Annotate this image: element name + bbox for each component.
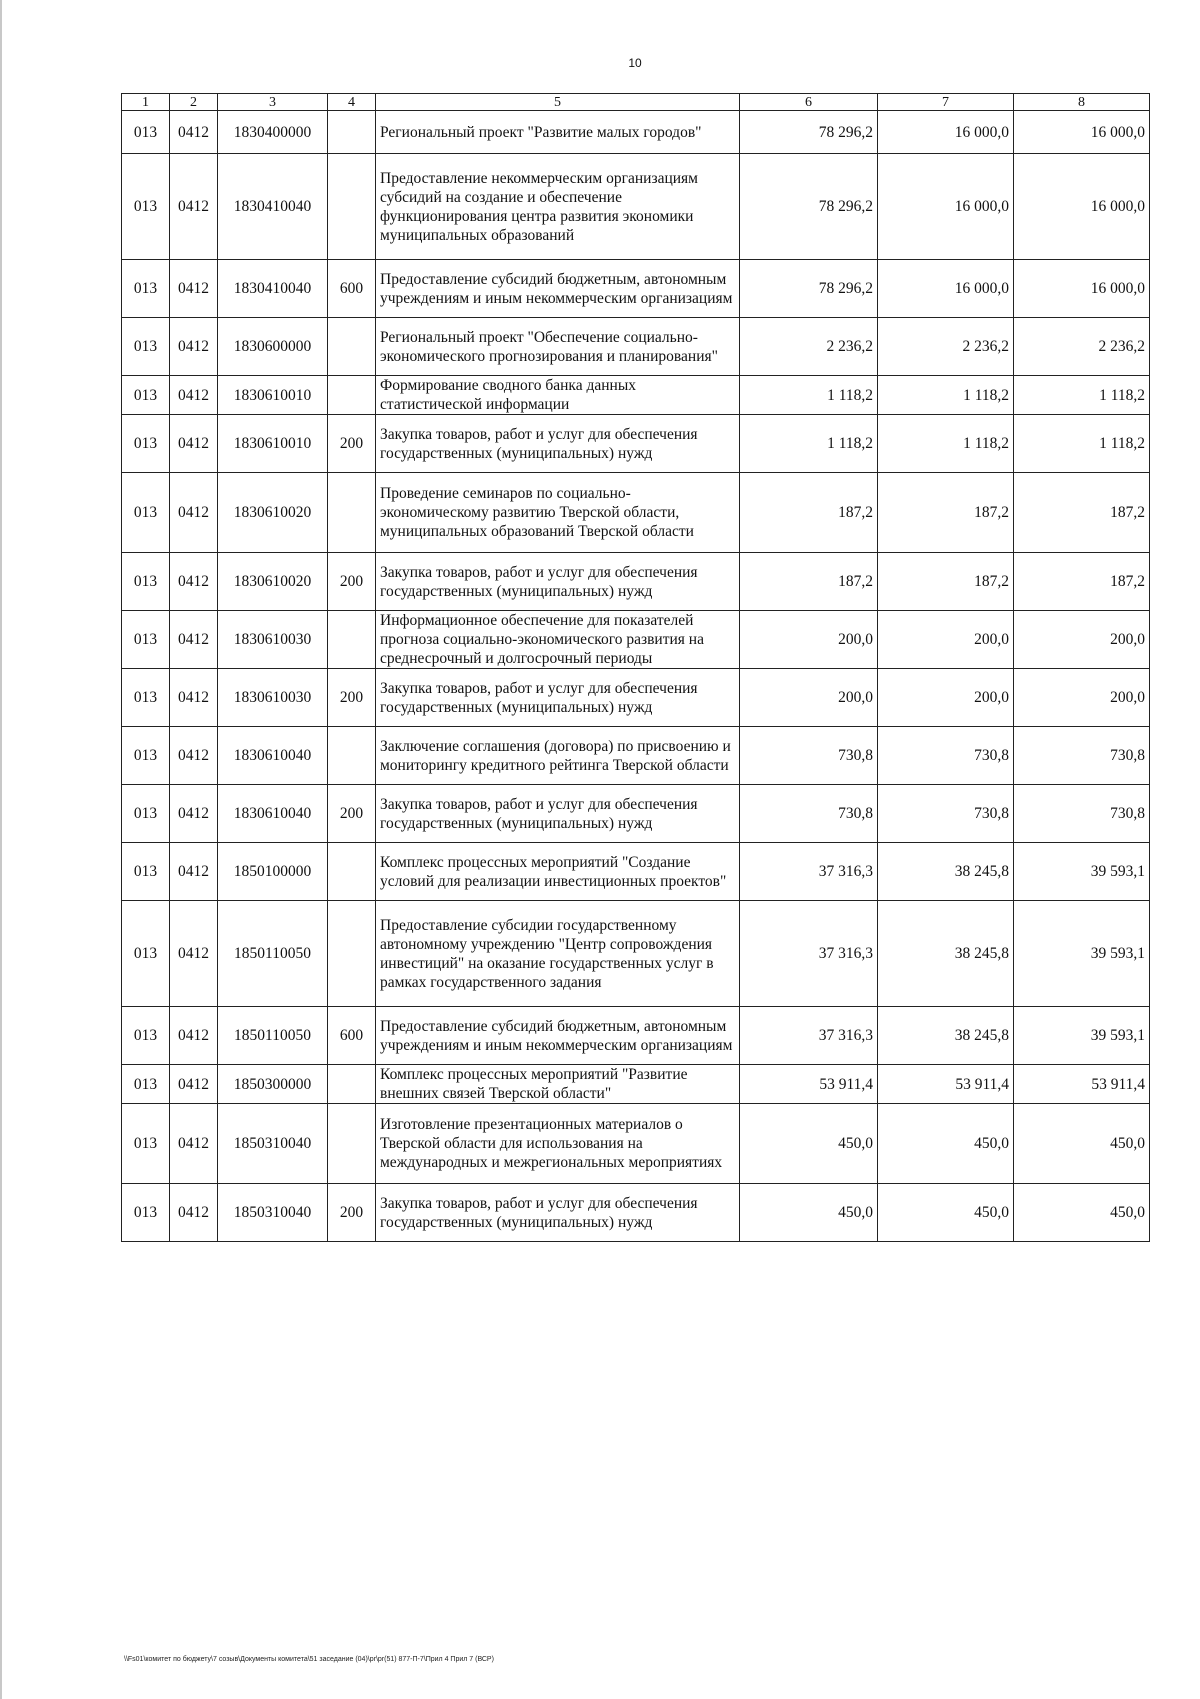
section-code-cell: 0412 [170, 727, 218, 785]
target-article-code-cell: 1830610010 [218, 415, 328, 473]
chapter-code-cell: 013 [122, 260, 170, 318]
header-row [122, 94, 1150, 111]
description-cell: Региональный проект "Обеспечение социально-экономического прогнозирования и планирования" [376, 318, 740, 376]
section-code-cell: 0412 [170, 473, 218, 553]
description-cell: Формирование сводного банка данных статистической информации [376, 376, 740, 415]
page-number: 10 [628, 56, 642, 70]
chapter-code-cell: 013 [122, 1065, 170, 1104]
amount-year-2-cell: 16 000,0 [878, 260, 1014, 318]
chapter-code-cell: 013 [122, 1184, 170, 1242]
amount-year-3-cell: 16 000,0 [1014, 154, 1150, 260]
chapter-code-cell: 013 [122, 785, 170, 843]
amount-year-3-cell: 200,0 [1014, 611, 1150, 669]
expense-type-code-cell [328, 473, 376, 553]
target-article-code-cell: 1830610020 [218, 553, 328, 611]
expense-type-code-cell [328, 111, 376, 154]
scan-edge [0, 0, 2, 1699]
amount-year-1-cell: 450,0 [740, 1184, 878, 1242]
amount-year-1-cell: 37 316,3 [740, 1007, 878, 1065]
amount-year-1-cell: 2 236,2 [740, 318, 878, 376]
expense-type-code-cell [328, 1065, 376, 1104]
chapter-code-cell: 013 [122, 111, 170, 154]
section-code-cell: 0412 [170, 785, 218, 843]
chapter-code-cell: 013 [122, 473, 170, 553]
amount-year-3-cell: 39 593,1 [1014, 843, 1150, 901]
table-row [122, 1184, 1150, 1242]
description-cell: Комплекс процессных мероприятий "Развитие внешних связей Тверской области" [376, 1065, 740, 1104]
expense-type-code-cell: 200 [328, 669, 376, 727]
table-row [122, 318, 1150, 376]
expense-type-code-cell: 200 [328, 785, 376, 843]
amount-year-1-cell: 1 118,2 [740, 376, 878, 415]
amount-year-2-cell: 53 911,4 [878, 1065, 1014, 1104]
chapter-code-cell: 013 [122, 727, 170, 785]
expense-type-code-cell: 600 [328, 1007, 376, 1065]
target-article-code-cell: 1830610030 [218, 611, 328, 669]
section-code-cell: 0412 [170, 111, 218, 154]
amount-year-2-cell: 187,2 [878, 473, 1014, 553]
chapter-code-cell: 013 [122, 611, 170, 669]
chapter-code-cell: 013 [122, 1007, 170, 1065]
description-cell: Изготовление презентационных материалов о Тверской области для использования на международных и межрегиональных мероприятиях [376, 1104, 740, 1184]
section-code-cell: 0412 [170, 376, 218, 415]
amount-year-3-cell: 450,0 [1014, 1184, 1150, 1242]
table-row [122, 1065, 1150, 1104]
target-article-code-cell: 1830610040 [218, 727, 328, 785]
amount-year-1-cell: 200,0 [740, 611, 878, 669]
expense-type-code-cell [328, 318, 376, 376]
amount-year-1-cell: 53 911,4 [740, 1065, 878, 1104]
section-code-cell: 0412 [170, 1184, 218, 1242]
amount-year-2-cell: 16 000,0 [878, 154, 1014, 260]
target-article-code-cell: 1850100000 [218, 843, 328, 901]
amount-year-2-cell: 200,0 [878, 611, 1014, 669]
expense-type-code-cell [328, 611, 376, 669]
amount-year-3-cell: 187,2 [1014, 553, 1150, 611]
amount-year-1-cell: 78 296,2 [740, 111, 878, 154]
amount-year-1-cell: 187,2 [740, 473, 878, 553]
target-article-code-cell: 1850310040 [218, 1184, 328, 1242]
description-cell: Закупка товаров, работ и услуг для обеспечения государственных (муниципальных) нужд [376, 415, 740, 473]
target-article-code-cell: 1830610040 [218, 785, 328, 843]
expense-type-code-cell [328, 727, 376, 785]
amount-year-3-cell: 1 118,2 [1014, 376, 1150, 415]
target-article-code-cell: 1830410040 [218, 154, 328, 260]
amount-year-2-cell: 16 000,0 [878, 111, 1014, 154]
expense-type-code-cell: 200 [328, 553, 376, 611]
section-code-cell: 0412 [170, 415, 218, 473]
amount-year-1-cell: 200,0 [740, 669, 878, 727]
amount-year-3-cell: 39 593,1 [1014, 901, 1150, 1007]
amount-year-2-cell: 450,0 [878, 1184, 1014, 1242]
column-header-8: 8 [1014, 94, 1150, 111]
amount-year-1-cell: 37 316,3 [740, 901, 878, 1007]
expense-type-code-cell: 200 [328, 1184, 376, 1242]
target-article-code-cell: 1850110050 [218, 1007, 328, 1065]
amount-year-2-cell: 730,8 [878, 785, 1014, 843]
amount-year-1-cell: 78 296,2 [740, 260, 878, 318]
table-row [122, 1007, 1150, 1065]
table-row [122, 154, 1150, 260]
amount-year-2-cell: 450,0 [878, 1104, 1014, 1184]
amount-year-3-cell: 1 118,2 [1014, 415, 1150, 473]
amount-year-3-cell: 450,0 [1014, 1104, 1150, 1184]
description-cell: Закупка товаров, работ и услуг для обеспечения государственных (муниципальных) нужд [376, 669, 740, 727]
description-cell: Предоставление некоммерческим организациям субсидий на создание и обеспечение функционирования центра развития экономики муниципальных образований [376, 154, 740, 260]
amount-year-2-cell: 2 236,2 [878, 318, 1014, 376]
target-article-code-cell: 1850110050 [218, 901, 328, 1007]
table-row [122, 376, 1150, 415]
amount-year-2-cell: 200,0 [878, 669, 1014, 727]
description-cell: Проведение семинаров по социально-экономическому развитию Тверской области, муниципальных образований Тверской области [376, 473, 740, 553]
amount-year-3-cell: 53 911,4 [1014, 1065, 1150, 1104]
target-article-code-cell: 1850300000 [218, 1065, 328, 1104]
table-row [122, 727, 1150, 785]
amount-year-3-cell: 187,2 [1014, 473, 1150, 553]
column-header-2: 2 [170, 94, 218, 111]
section-code-cell: 0412 [170, 553, 218, 611]
amount-year-2-cell: 1 118,2 [878, 415, 1014, 473]
target-article-code-cell: 1830600000 [218, 318, 328, 376]
description-cell: Закупка товаров, работ и услуг для обеспечения государственных (муниципальных) нужд [376, 785, 740, 843]
chapter-code-cell: 013 [122, 318, 170, 376]
table-row [122, 611, 1150, 669]
amount-year-1-cell: 187,2 [740, 553, 878, 611]
amount-year-1-cell: 450,0 [740, 1104, 878, 1184]
chapter-code-cell: 013 [122, 415, 170, 473]
amount-year-1-cell: 37 316,3 [740, 843, 878, 901]
amount-year-1-cell: 1 118,2 [740, 415, 878, 473]
amount-year-3-cell: 16 000,0 [1014, 260, 1150, 318]
table-row [122, 111, 1150, 154]
table-row [122, 473, 1150, 553]
budget-table [121, 93, 1150, 1242]
chapter-code-cell: 013 [122, 553, 170, 611]
target-article-code-cell: 1850310040 [218, 1104, 328, 1184]
section-code-cell: 0412 [170, 154, 218, 260]
description-cell: Закупка товаров, работ и услуг для обеспечения государственных (муниципальных) нужд [376, 553, 740, 611]
section-code-cell: 0412 [170, 611, 218, 669]
amount-year-3-cell: 200,0 [1014, 669, 1150, 727]
table-row [122, 415, 1150, 473]
chapter-code-cell: 013 [122, 154, 170, 260]
amount-year-3-cell: 39 593,1 [1014, 1007, 1150, 1065]
table-row [122, 553, 1150, 611]
chapter-code-cell: 013 [122, 1104, 170, 1184]
section-code-cell: 0412 [170, 901, 218, 1007]
section-code-cell: 0412 [170, 1065, 218, 1104]
amount-year-3-cell: 16 000,0 [1014, 111, 1150, 154]
table-row [122, 260, 1150, 318]
table-body [122, 111, 1150, 1242]
target-article-code-cell: 1830610030 [218, 669, 328, 727]
amount-year-2-cell: 38 245,8 [878, 1007, 1014, 1065]
description-cell: Заключение соглашения (договора) по присвоению и мониторингу кредитного рейтинга Тверской области [376, 727, 740, 785]
section-code-cell: 0412 [170, 669, 218, 727]
description-cell: Закупка товаров, работ и услуг для обеспечения государственных (муниципальных) нужд [376, 1184, 740, 1242]
amount-year-1-cell: 730,8 [740, 785, 878, 843]
target-article-code-cell: 1830610010 [218, 376, 328, 415]
description-cell: Предоставление субсидий бюджетным, автономным учреждениям и иным некоммерческим организациям [376, 260, 740, 318]
table-row [122, 669, 1150, 727]
amount-year-3-cell: 730,8 [1014, 727, 1150, 785]
amount-year-2-cell: 730,8 [878, 727, 1014, 785]
expense-type-code-cell [328, 901, 376, 1007]
description-cell: Информационное обеспечение для показателей прогноза социально-экономического развития на среднесрочный и долгосрочный периоды [376, 611, 740, 669]
target-article-code-cell: 1830610020 [218, 473, 328, 553]
table-row [122, 785, 1150, 843]
description-cell: Предоставление субсидий бюджетным, автономным учреждениям и иным некоммерческим организациям [376, 1007, 740, 1065]
expense-type-code-cell [328, 843, 376, 901]
table-row [122, 1104, 1150, 1184]
target-article-code-cell: 1830410040 [218, 260, 328, 318]
column-header-6: 6 [740, 94, 878, 111]
expense-type-code-cell [328, 1104, 376, 1184]
column-header-4: 4 [328, 94, 376, 111]
description-cell: Предоставление субсидии государственному автономному учреждению "Центр сопровождения инвестиций" на оказание государственных услуг в рамках государственного задания [376, 901, 740, 1007]
amount-year-1-cell: 730,8 [740, 727, 878, 785]
amount-year-3-cell: 730,8 [1014, 785, 1150, 843]
amount-year-2-cell: 38 245,8 [878, 901, 1014, 1007]
file-path-footer: \\Fs01\комитет по бюджету\7 созыв\Документы комитета\51 заседание (04)\pr\pr(51) 877-П-7\Прил 4 Прил 7 (ВСР) [124, 1656, 494, 1663]
section-code-cell: 0412 [170, 1007, 218, 1065]
expense-type-code-cell: 600 [328, 260, 376, 318]
expense-type-code-cell: 200 [328, 415, 376, 473]
expense-type-code-cell [328, 376, 376, 415]
amount-year-2-cell: 38 245,8 [878, 843, 1014, 901]
chapter-code-cell: 013 [122, 901, 170, 1007]
column-header-7: 7 [878, 94, 1014, 111]
chapter-code-cell: 013 [122, 669, 170, 727]
description-cell: Региональный проект "Развитие малых городов" [376, 111, 740, 154]
amount-year-2-cell: 187,2 [878, 553, 1014, 611]
amount-year-2-cell: 1 118,2 [878, 376, 1014, 415]
description-cell: Комплекс процессных мероприятий "Создание условий для реализации инвестиционных проектов" [376, 843, 740, 901]
chapter-code-cell: 013 [122, 843, 170, 901]
section-code-cell: 0412 [170, 260, 218, 318]
column-header-1: 1 [122, 94, 170, 111]
target-article-code-cell: 1830400000 [218, 111, 328, 154]
chapter-code-cell: 013 [122, 376, 170, 415]
table-row [122, 843, 1150, 901]
column-header-5: 5 [376, 94, 740, 111]
amount-year-1-cell: 78 296,2 [740, 154, 878, 260]
column-header-3: 3 [218, 94, 328, 111]
section-code-cell: 0412 [170, 1104, 218, 1184]
expense-type-code-cell [328, 154, 376, 260]
amount-year-3-cell: 2 236,2 [1014, 318, 1150, 376]
section-code-cell: 0412 [170, 318, 218, 376]
table-row [122, 901, 1150, 1007]
section-code-cell: 0412 [170, 843, 218, 901]
